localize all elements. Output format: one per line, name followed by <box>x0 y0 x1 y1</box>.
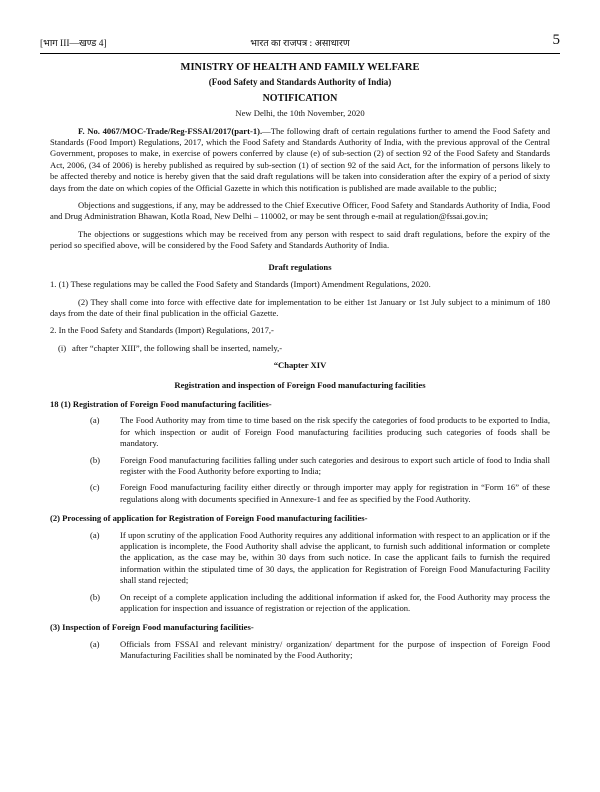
section-3-items <box>50 639 550 662</box>
list-item <box>50 415 550 449</box>
list-item <box>50 639 550 662</box>
header-divider <box>40 53 560 54</box>
date-line: New Delhi, the 10th November, 2020 <box>235 108 365 119</box>
section-18-1-items <box>50 415 550 505</box>
page-header <box>40 32 560 50</box>
header-part-label: [भाग III—खण्ड 4] <box>40 39 107 49</box>
item-text: Foreign Food manufacturing facilities falling under such categories and desirous to export such article of food to India shall register with the Food Authority before exporting to India; <box>120 454 550 476</box>
regulation-1-2: (2) They shall come into force with effective date for implementation to be either 1st January or 1st July subject to a minimum of 180 days from the date of their final publication in the official Gazette. <box>50 296 550 318</box>
intro-text: —The following draft of certain regulations further to amend the Food Safety and Standards (Food Import) Regulations, 2017, which the Food Safety and Standards Authority of India, with the previous approval of the Central Government, proposes to make, in exercise of powers conferred by clause (e) of sub-section (2) of section 92 of the Food Safety and Standards Act, 2006, (34 of 2006) is hereby published as required by sub-section (1) of section 92 of the said Act, for the information of persons likely to be affected thereby and notice is hereby given that the said draft regulations will be taken into consideration after the expiry of a period of sixty days from the date on which copies of the Official Gazette in which this notification is published are made available to the public; <box>50 125 550 193</box>
document-body <box>50 60 550 662</box>
clause-text: after “chapter XIII”, the following shall be inserted, namely,- <box>72 342 283 353</box>
item-text: Officials from FSSAI and relevant ministry/ organization/ department for the purpose of inspection of Foreign Food Manufacturing Facilities shall be nominated by the Food Authority; <box>120 638 550 661</box>
section-18-1-heading: 18 (1) Registration of Foreign Food manufacturing facilities- <box>50 398 272 409</box>
ministry-heading: MINISTRY OF HEALTH AND FAMILY WELFARE <box>180 62 420 73</box>
section-3-heading: (3) Inspection of Foreign Food manufacturing facilities- <box>50 622 254 633</box>
consideration-paragraph: The objections or suggestions which may be received from any person with respect to said draft regulations, before the expiry of the period so specified above, will be considered by the Food Safety and Standards Authority of India. <box>50 228 550 251</box>
chapter-title: Registration and inspection of Foreign Food manufacturing facilities <box>174 379 426 390</box>
page-number: 5 <box>552 32 560 48</box>
draft-regulations-heading: Draft regulations <box>268 261 332 272</box>
section-2-items <box>50 530 550 615</box>
regulation-2-clause-i <box>50 343 550 354</box>
item-text: Foreign Food manufacturing facility either directly or through importer may apply for registration in “Form 16” of these regulations along with documents specified in Annexure-1 and fee as specified by the Food Authority. <box>120 482 550 504</box>
header-gazette-title: भारत का राजपत्र : असाधारण <box>250 39 350 49</box>
notification-title: NOTIFICATION <box>262 92 338 104</box>
regulation-2: 2. In the Food Safety and Standards (Import) Regulations, 2017,- <box>50 325 274 336</box>
section-2-heading: (2) Processing of application for Registration of Foreign Food manufacturing facilities- <box>50 513 368 524</box>
list-item <box>50 482 550 505</box>
item-label: (b) <box>90 454 101 465</box>
list-item <box>50 455 550 478</box>
objections-paragraph: Objections and suggestions, if any, may be addressed to the Chief Executive Officer, Food Safety and Standards Authority of India, Food and Drug Administration Bhawan, Kotla Road, New Delhi – 110002, or may be sent through e-mail at regulation@fssai.gov.in; <box>50 200 550 222</box>
intro-paragraph <box>50 126 550 194</box>
authority-subheading: (Food Safety and Standards Authority of India) <box>208 77 392 88</box>
regulation-1-1: 1. (1) These regulations may be called the Food Safety and Standards (Import) Amendment Regulations, 2020. <box>50 279 431 290</box>
clause-label: (i) <box>58 342 67 353</box>
list-item <box>50 530 550 587</box>
item-label: (a) <box>90 529 100 540</box>
item-label: (c) <box>90 482 100 493</box>
list-item <box>50 592 550 615</box>
item-label: (a) <box>90 415 100 426</box>
item-text: On receipt of a complete application including the additional information if asked for, the Food Authority may process the application for inspection and issuance of registration or rejection of the application. <box>120 591 550 614</box>
item-text: The Food Authority may from time to time based on the risk specify the categories of food products to be exported to India, for which inspection or audit of Foreign Food manufacturing facilities producing such categories of foods shall be mandatory. <box>120 415 550 449</box>
item-label: (b) <box>90 591 101 602</box>
item-text: If upon scrutiny of the application Food Authority requires any additional information with respect to an application or if the application is incomplete, the Food Authority shall advise the applicant, to furnish such additional information or complete the application, as the case may be, within 30 days from such notice. In case the applicant fails to furnish the required information within the stipulated time of 30 days, the application for Registration of Foreign Food Manufacturing Facility shall stand rejected; <box>120 529 550 586</box>
chapter-heading: “Chapter XIV <box>273 360 327 371</box>
item-label: (a) <box>90 638 100 649</box>
file-reference: F. No. 4067/MOC-Trade/Reg-FSSAI/2017(part-1). <box>78 125 263 136</box>
